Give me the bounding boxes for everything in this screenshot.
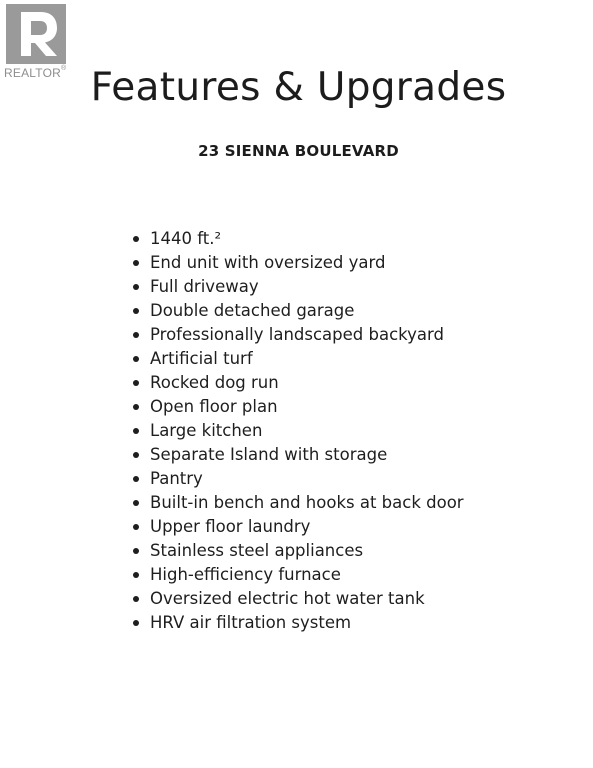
bullet-icon bbox=[133, 308, 139, 314]
feature-text: Upper floor laundry bbox=[150, 517, 311, 536]
page-title: Features & Upgrades bbox=[90, 65, 507, 110]
bullet-icon bbox=[133, 332, 139, 338]
feature-text: High-efficiency furnace bbox=[150, 565, 341, 584]
bullet-icon bbox=[133, 380, 139, 386]
bullet-icon bbox=[133, 500, 139, 506]
feature-text: Pantry bbox=[150, 469, 203, 488]
feature-text: Full driveway bbox=[150, 277, 259, 296]
feature-item bbox=[132, 539, 464, 563]
feature-item bbox=[132, 419, 464, 443]
feature-item bbox=[132, 275, 464, 299]
feature-item bbox=[132, 467, 464, 491]
feature-text: Built-in bench and hooks at back door bbox=[150, 493, 464, 512]
feature-item bbox=[132, 587, 464, 611]
feature-text: Separate Island with storage bbox=[150, 445, 388, 464]
bullet-icon bbox=[133, 284, 139, 290]
feature-text: Professionally landscaped backyard bbox=[150, 325, 444, 344]
feature-item bbox=[132, 515, 464, 539]
feature-text: End unit with oversized yard bbox=[150, 253, 386, 272]
realtor-r-icon bbox=[6, 4, 66, 64]
feature-text: Oversized electric hot water tank bbox=[150, 589, 425, 608]
feature-text: Large kitchen bbox=[150, 421, 263, 440]
bullet-icon bbox=[133, 524, 139, 530]
bullet-icon bbox=[133, 620, 139, 626]
bullet-icon bbox=[133, 428, 139, 434]
feature-item bbox=[132, 251, 464, 275]
realtor-wordmark-text: REALTOR bbox=[4, 66, 61, 80]
feature-item bbox=[132, 299, 464, 323]
feature-text: HRV air filtration system bbox=[150, 613, 352, 632]
feature-text: 1440 ft.² bbox=[150, 229, 222, 248]
feature-item bbox=[132, 563, 464, 587]
feature-item bbox=[132, 371, 464, 395]
feature-text: Rocked dog run bbox=[150, 373, 279, 392]
bullet-icon bbox=[133, 572, 139, 578]
bullet-icon bbox=[133, 404, 139, 410]
bullet-icon bbox=[133, 260, 139, 266]
bullet-icon bbox=[133, 596, 139, 602]
feature-item bbox=[132, 227, 464, 251]
registered-mark: ® bbox=[60, 65, 67, 72]
bullet-icon bbox=[133, 236, 139, 242]
feature-text: Stainless steel appliances bbox=[150, 541, 364, 560]
bullet-icon bbox=[133, 476, 139, 482]
property-address: 23 SIENNA BOULEVARD bbox=[198, 142, 399, 160]
feature-item bbox=[132, 611, 464, 635]
feature-text: Double detached garage bbox=[150, 301, 355, 320]
feature-item bbox=[132, 491, 464, 515]
bullet-icon bbox=[133, 356, 139, 362]
feature-item bbox=[132, 323, 464, 347]
feature-text: Open floor plan bbox=[150, 397, 278, 416]
features-list bbox=[132, 227, 464, 635]
bullet-icon bbox=[133, 548, 139, 554]
feature-item bbox=[132, 443, 464, 467]
bullet-icon bbox=[133, 452, 139, 458]
feature-item bbox=[132, 347, 464, 371]
feature-item bbox=[132, 395, 464, 419]
feature-text: Artificial turf bbox=[150, 349, 253, 368]
